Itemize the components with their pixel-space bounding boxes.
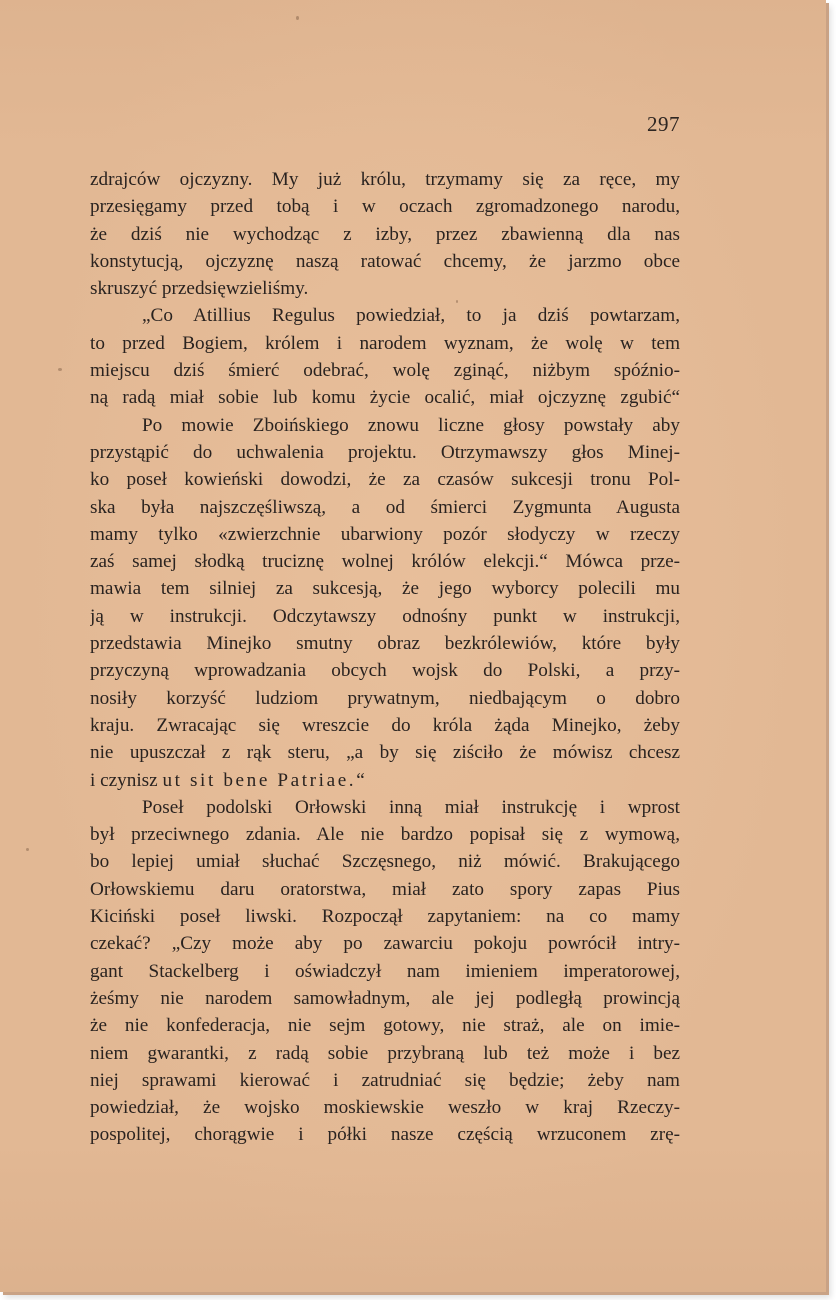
text-line: bo lepiej umiał słuchać Szczęsnego, niż mówić. Brakującego <box>90 851 680 873</box>
paper-speck <box>26 848 29 851</box>
text-line: kraju. Zwracając się wreszcie do króla żąda Minejko, żeby <box>90 714 680 736</box>
text-line: mamy tylko «zwierzchnie ubarwiony pozór słodyczy w rzeczy <box>90 523 680 545</box>
text-line: Poseł podolski Orłowski inną miał instrukcję i wprost <box>142 796 680 818</box>
text-line: to przed Bogiem, królem i narodem wyznam, że wolę w tem <box>90 332 680 354</box>
text-line: był przeciwnego zdania. Ale nie bardzo popisał się z wymową, <box>90 824 680 846</box>
text-line: Po mowie Zboińskiego znowu liczne głosy powstały aby <box>142 414 680 436</box>
paper-speck <box>296 16 299 20</box>
text-line: „Co Atillius Regulus powiedział, to ja dziś powtarzam, <box>142 305 680 327</box>
text-line: miejscu dziś śmierć odebrać, wolę zginąć, niżbym spóźnio- <box>90 360 680 382</box>
text-line: Orłowskiemu daru oratorstwa, miał zato spory zapas Pius <box>90 878 680 900</box>
text-line: nie upuszczał z rąk steru, „a by się ziściło że mówisz chcesz <box>90 742 680 764</box>
text-line: czekać? „Czy może aby po zawarciu pokoju powrócił intry- <box>90 933 680 955</box>
text-line: mawia tem silniej za sukcesją, że jego wyborcy polecili mu <box>90 578 680 600</box>
page-number: 297 <box>647 112 680 136</box>
text-line: żeśmy nie narodem samowładnym, ale jej podległą prowincją <box>90 987 680 1009</box>
text-line: przedstawia Minejko smutny obraz bezkrólewiów, które były <box>90 633 680 655</box>
text-line: zaś samej słodką truciznę wolnej królów elekcji.“ Mówca prze- <box>90 551 680 573</box>
text-line: że nie konfederacja, nie sejm gotowy, nie straż, ale on imie- <box>90 1015 680 1037</box>
text-line: konstytucją, ojczyznę naszą ratować chcemy, że jarzmo obce <box>90 250 680 272</box>
text-line: powiedział, że wojsko moskiewskie weszło w kraj Rzeczy- <box>90 1097 680 1119</box>
text-line: zdrajców ojczyzny. My już królu, trzymamy się za ręce, my <box>90 169 680 190</box>
paper-speck <box>58 368 62 371</box>
text-line: przystąpić do uchwalenia projektu. Otrzymawszy głos Minej- <box>90 441 680 463</box>
text-line: Kiciński poseł liwski. Rozpoczął zapytaniem: na co mamy <box>90 906 680 928</box>
text-line: skruszyć przedsięwzieliśmy. <box>90 278 309 300</box>
text-line: ją w instrukcji. Odczytawszy odnośny punkt w instrukcji, <box>90 605 680 627</box>
text-line: że dziś nie wychodząc z izby, przez zbawienną dla nas <box>90 223 680 245</box>
body-text <box>90 166 680 1149</box>
latin-quote: ut sit bene Patriae.“ <box>162 769 368 791</box>
text-line: niem gwarantki, z radą sobie przybraną lub też może i bez <box>90 1042 680 1064</box>
text-line: przesięgamy przed tobą i w oczach zgromadzonego narodu, <box>90 196 680 218</box>
text-line-with-latin-quote <box>90 767 680 794</box>
text-line: ska była najszczęśliwszą, a od śmierci Zygmunta Augusta <box>90 496 680 518</box>
text-line: przyczyną wprowadzania obcych wojsk do Polski, a przy- <box>90 660 680 682</box>
text-line: ko poseł kowieński dowodzi, że za czasów sukcesji tronu Pol- <box>90 469 680 491</box>
paper-speck <box>456 300 458 303</box>
text-line: niej sprawami kierować i zatrudniać się będzie; żeby nam <box>90 1069 680 1091</box>
text-line: nosiły korzyść ludziom prywatnym, niedbającym o dobro <box>90 687 680 709</box>
text-segment: i czynisz <box>90 769 158 791</box>
text-line: gant Stackelberg i oświadczył nam imieniem imperatorowej, <box>90 960 680 982</box>
text-line: pospolitej, chorągwie i półki nasze częścią wrzuconem zrę- <box>90 1124 680 1146</box>
text-line: ną radą miał sobie lub komu życie ocalić, miał ojczyznę zgubić“ <box>90 387 680 409</box>
